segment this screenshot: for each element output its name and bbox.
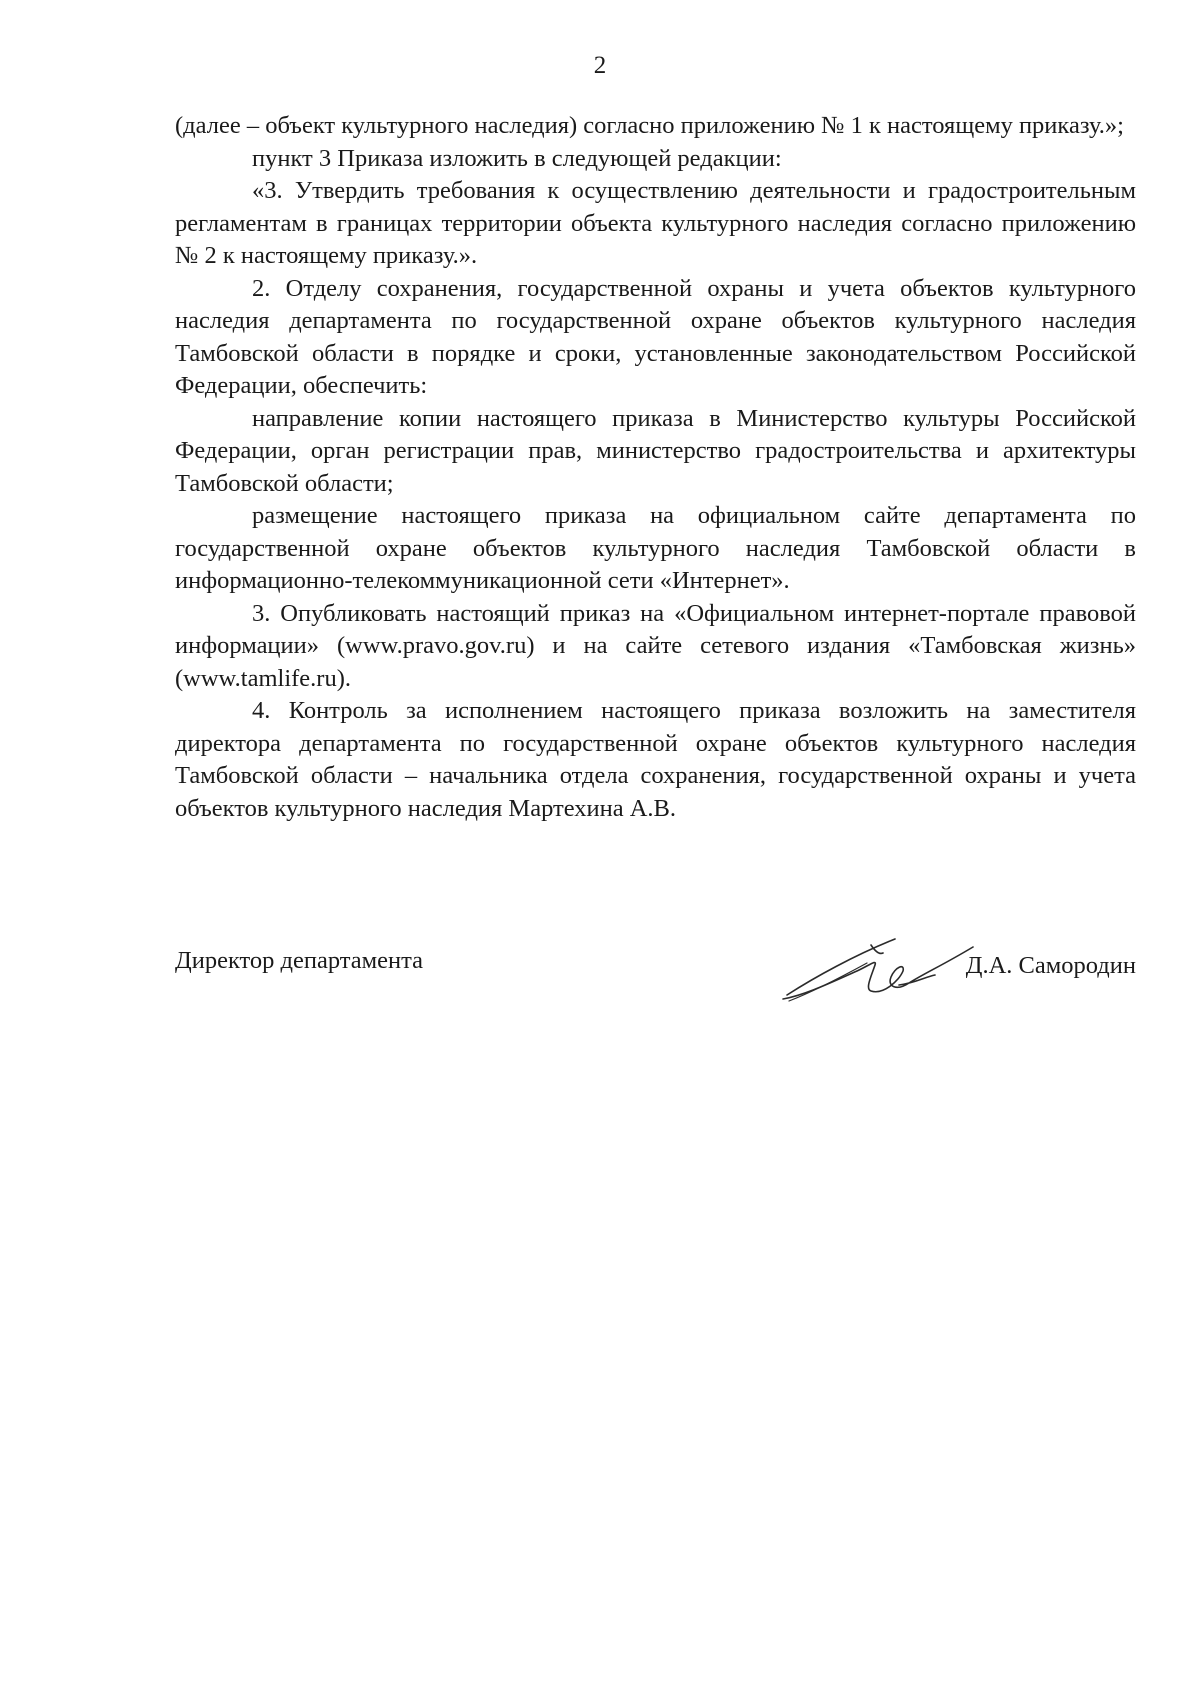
paragraph-item-2-website: размещение настоящего приказа на официальном сайте департамента по государственной охране объектов культурного наследия Тамбовской области в информационно-телекоммуникационной сети «Интернет». xyxy=(175,502,1136,594)
paragraph-amendment-intro: пункт 3 Приказа изложить в следующей редакции: xyxy=(252,144,782,172)
signature-block xyxy=(175,925,1136,1015)
document-body xyxy=(175,110,1136,825)
signatory-name: Д.А. Самородин xyxy=(965,952,1136,979)
paragraph-item-2: 2. Отделу сохранения, государственной охраны и учета объектов культурного наследия департамента по государственной охране объектов культурного наследия Тамбовской области в порядке и сроки, установленные законодательством Российской Федерации, обеспечить: xyxy=(175,274,1136,399)
paragraph-item-2-copies: направление копии настоящего приказа в Министерство культуры Российской Федерации, орган регистрации прав, министерство градостроительства и архитектуры Тамбовской области; xyxy=(175,404,1136,497)
paragraph-item-3: 3. Опубликовать настоящий приказ на «Официальном интернет-портале правовой информации» (www.pravo.gov.ru) и на сайте сетевого издания «Тамбовская жизнь» (www.tamlife.ru). xyxy=(175,599,1136,692)
signatory-position: Директор департамента xyxy=(175,947,424,974)
paragraph-item-3-text: «3. Утвердить требования к осуществлению деятельности и градостроительным регламентам в границах территории объекта культурного наследия согласно приложению № 2 к настоящему приказу.». xyxy=(175,177,1136,269)
paragraph-item-4: 4. Контроль за исполнением настоящего приказа возложить на заместителя директора департамента по государственной охране объектов культурного наследия Тамбовской области – начальника отдела сохранения, государственной охраны и учета объектов культурного наследия Мартехина А.В. xyxy=(175,697,1136,822)
paragraph-continuation: (далее – объект культурного наследия) согласно приложению № 1 к настоящему приказу.»; xyxy=(175,112,1124,139)
page-number: 2 xyxy=(593,52,607,79)
